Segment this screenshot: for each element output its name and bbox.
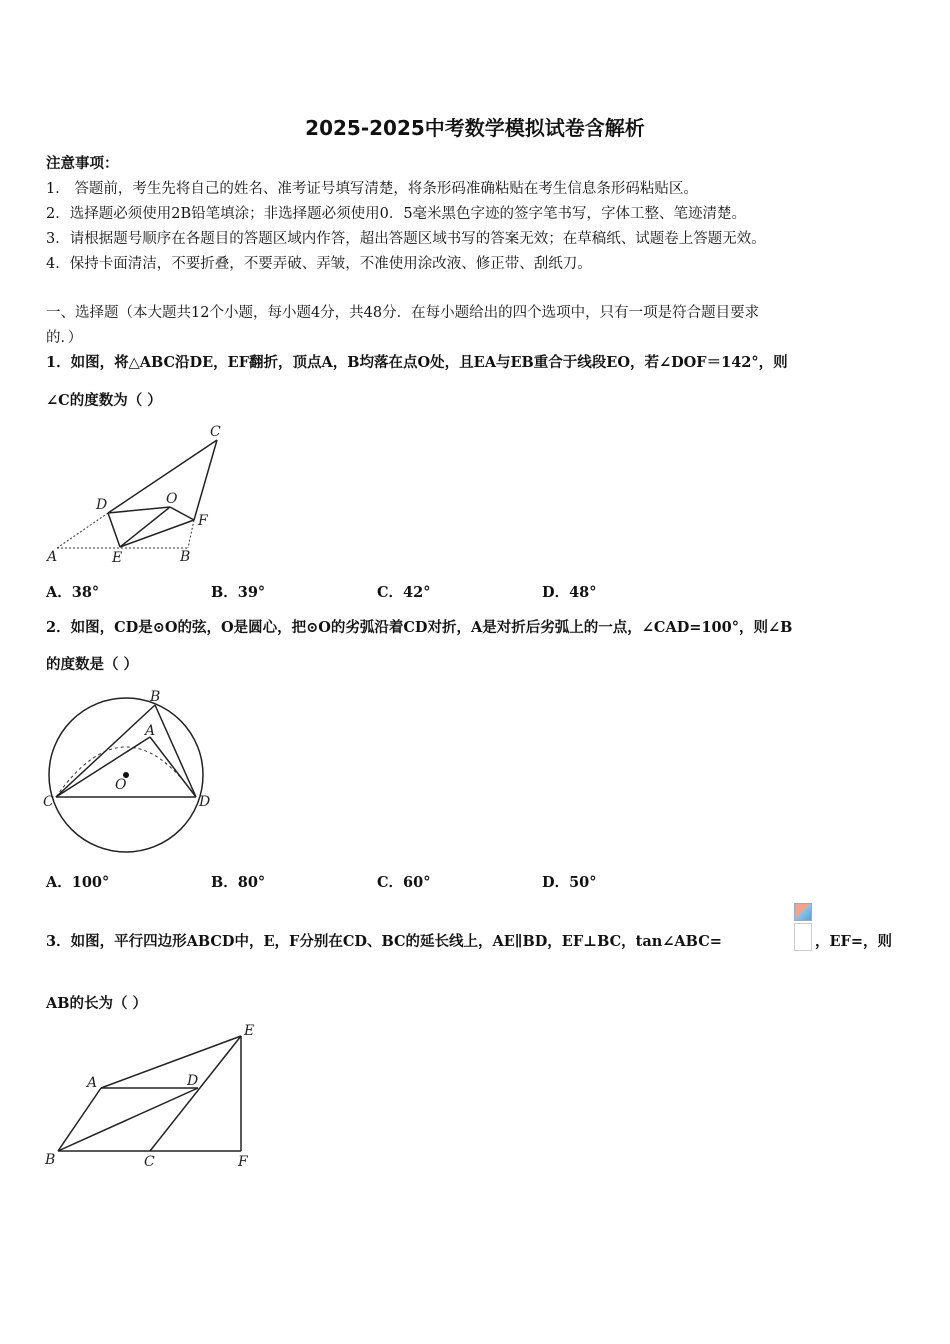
q3-text: 3．如图，平行四边形ABCD中，E，F分别在CD、BC的延长线上，AE∥BD，EF⊥BC，tan∠ABC= — [46, 933, 722, 950]
section-heading-line1: 一、选择题（本大题共12个小题，每小题4分，共48分．在每小题给出的四个选项中，只有一项是符合题目要求 — [46, 305, 760, 321]
q1-label-o: O — [166, 491, 178, 507]
q2-label-b: B — [150, 689, 161, 705]
q1-label-a: A — [47, 549, 58, 565]
q1-label-e: E — [112, 550, 123, 566]
q3-label-d: D — [187, 1073, 199, 1089]
q1-option-d[interactable]: D．48° — [542, 584, 597, 601]
q1-option-b[interactable]: B．39° — [211, 584, 266, 601]
q2-option-c[interactable]: C．60° — [377, 874, 431, 891]
notice-heading: 注意事项： — [46, 155, 119, 172]
formula-image — [794, 903, 812, 951]
q2-option-d[interactable]: D．50° — [542, 874, 597, 891]
q2-option-a[interactable]: A．100° — [46, 874, 110, 891]
q2-text-cont: 的度数是（ ） — [46, 656, 139, 673]
q1-option-a[interactable]: A．38° — [46, 584, 100, 601]
notice-item: 2．选择题必须使用2B铅笔填涂；非选择题必须使用0．5毫米黑色字迹的签字笔书写，字体工整、笔迹清楚。 — [46, 206, 747, 222]
q2-label-a: A — [145, 723, 156, 739]
q3-text-cont: AB的长为（ ） — [46, 995, 148, 1012]
q2-text: 2．如图，CD是⊙O的弦，O是圆心，把⊙O的劣弧沿着CD对折，A是对折后劣弧上的一点，∠CAD=100°，则∠B — [46, 619, 793, 636]
section-heading-line2: 的．） — [46, 330, 83, 346]
q1-figure — [40, 420, 240, 570]
q1-label-f: F — [198, 513, 208, 529]
formula-placeholder — [794, 923, 812, 951]
q2-option-b[interactable]: B．80° — [211, 874, 266, 891]
q3-label-a: A — [87, 1075, 98, 1091]
q3-label-c: C — [144, 1154, 155, 1170]
q2-label-o: O — [115, 777, 127, 793]
notice-item: 1． 答题前，考生先将自己的姓名、准考证号填写清楚，将条形码准确粘贴在考生信息条形码粘贴区。 — [46, 181, 698, 197]
broken-image-icon — [794, 903, 812, 921]
q3-label-e: E — [244, 1023, 255, 1039]
q1-label-d: D — [96, 497, 108, 513]
notice-item: 3．请根据题号顺序在各题目的答题区域内作答，超出答题区域书写的答案无效；在草稿纸、试题卷上答题无效。 — [46, 231, 766, 247]
q2-label-c: C — [43, 794, 54, 810]
q1-label-b: B — [180, 549, 191, 565]
q1-label-c: C — [210, 424, 221, 440]
q3-label-f: F — [238, 1154, 248, 1170]
q3-label-b: B — [45, 1152, 56, 1168]
q3-figure — [40, 1020, 270, 1180]
q1-option-c[interactable]: C．42° — [377, 584, 431, 601]
notice-item: 4．保持卡面清洁，不要折叠，不要弄破、弄皱，不准使用涂改液、修正带、刮纸刀。 — [46, 256, 592, 272]
q2-figure — [40, 685, 230, 855]
q1-text: 1．如图，将△ABC沿DE，EF翻折，顶点A，B均落在点O处，且EA与EB重合于线段EO，若∠DOF＝142°，则 — [46, 354, 788, 371]
page-title: 2025-2025中考数学模拟试卷含解析 — [305, 116, 645, 140]
q3-text-tail: ，EF=，则 — [815, 933, 892, 950]
q2-label-d: D — [199, 794, 211, 810]
q1-text-cont: ∠C的度数为（ ） — [46, 392, 162, 409]
